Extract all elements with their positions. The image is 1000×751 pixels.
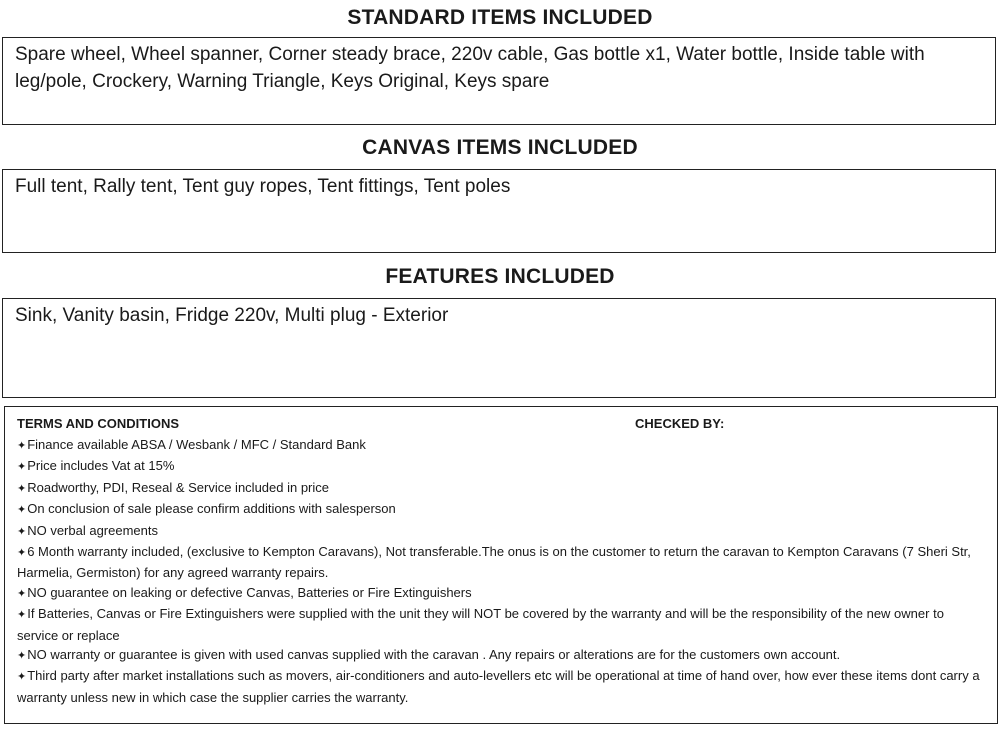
bullet-star-icon: ✦ [17, 504, 27, 517]
bullet-star-icon: ✦ [17, 461, 27, 474]
features-heading: FEATURES INCLUDED [385, 265, 615, 288]
standard-items-text: Spare wheel, Wheel spanner, Corner steady brace, 220v cable, Gas bottle x1, Water bottle, Inside table with leg/pole, Crockery, Warning Triangle, Keys Original, Keys spare [15, 44, 925, 92]
bullet-star-icon: ✦ [17, 609, 27, 622]
canvas-items-heading: CANVAS ITEMS INCLUDED [362, 136, 638, 159]
features-text: Sink, Vanity basin, Fridge 220v, Multi plug - Exterior [15, 305, 449, 326]
term-item: ✦Finance available ABSA / Wesbank / MFC / Standard Bank [17, 437, 366, 452]
features-box [2, 298, 996, 398]
checked-by-label: CHECKED BY: [635, 416, 725, 431]
bullet-star-icon: ✦ [17, 440, 27, 452]
canvas-items-text: Full tent, Rally tent, Tent guy ropes, Tent fittings, Tent poles [15, 176, 511, 197]
bullet-star-icon: ✦ [17, 547, 27, 560]
standard-items-box [2, 37, 996, 125]
term-item: ✦NO warranty or guarantee is given with used canvas supplied with the caravan . Any repairs or alterations are for the customers own account. [17, 647, 841, 663]
term-item: ✦Third party after market installations such as movers, air-conditioners and auto-levellers etc will be operational at time of hand over, how ever these items dont carry a warranty unless new in which case the supplier carries the warranty. [17, 668, 980, 705]
bullet-star-icon: ✦ [17, 482, 27, 495]
term-item: ✦On conclusion of sale please confirm additions with salesperson [17, 501, 396, 517]
term-item: ✦6 Month warranty included, (exclusive to Kempton Caravans), Not transferable.The onus is on the customer to return the caravan to Kempton Caravans (7 Sheri Str, Harmelia, Germiston) for any agreed warranty repairs. [17, 544, 971, 581]
bullet-star-icon: ✦ [17, 671, 27, 684]
bullet-star-icon: ✦ [17, 650, 27, 663]
term-item: ✦Roadworthy, PDI, Reseal & Service included in price [17, 479, 330, 495]
terms-title: TERMS AND CONDITIONS [17, 416, 180, 431]
standard-items-heading: STANDARD ITEMS INCLUDED [347, 6, 653, 29]
term-item: ✦Price includes Vat at 15% [17, 458, 175, 474]
bullet-star-icon: ✦ [17, 525, 27, 538]
bullet-star-icon: ✦ [17, 587, 27, 600]
term-item: ✦NO verbal agreements [17, 522, 158, 538]
terms-box [4, 406, 998, 724]
term-item: ✦If Batteries, Canvas or Fire Extinguishers were supplied with the unit they will NOT be covered by the warranty and will be the responsibility of the new owner to service or replace [17, 606, 944, 643]
term-item: ✦NO guarantee on leaking or defective Canvas, Batteries or Fire Extinguishers [17, 584, 472, 600]
terms-header [17, 414, 985, 433]
canvas-items-box [2, 169, 996, 253]
terms-list [17, 435, 985, 707]
